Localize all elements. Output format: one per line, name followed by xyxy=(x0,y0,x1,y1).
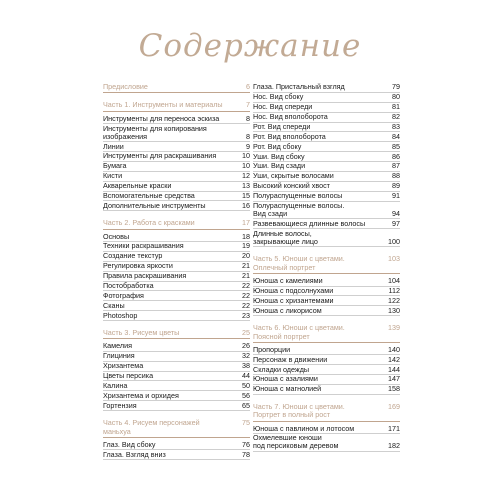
toc-right-column xyxy=(253,83,400,452)
entry-title: Рот. Вид сбоку xyxy=(253,141,302,151)
toc-entry xyxy=(103,282,250,292)
entry-title: Нос. Вид вполоборота xyxy=(253,112,328,122)
toc-entry xyxy=(253,296,400,306)
page-number: 171 xyxy=(388,423,400,433)
page-number: 86 xyxy=(392,151,400,161)
page-number: 112 xyxy=(388,285,400,295)
toc-entry xyxy=(103,381,250,391)
page-number: 94 xyxy=(392,208,400,218)
entry-title: Юноша с камелиями xyxy=(253,276,323,286)
toc-entry xyxy=(253,229,400,247)
entry-title: Глициния xyxy=(103,351,135,361)
entry-title: Складки одежды xyxy=(253,364,310,374)
toc-entry xyxy=(103,301,250,311)
toc-entry xyxy=(253,142,400,152)
section-title: Часть 6. Юноши с цветами. Поясной портрет xyxy=(253,323,345,341)
toc-entry xyxy=(253,355,400,365)
entry-title: Инструменты для копирования изображения xyxy=(103,123,207,141)
toc-entry xyxy=(253,123,400,133)
entry-title: Персонаж в движении xyxy=(253,354,328,364)
page-number: 17 xyxy=(242,218,250,228)
toc-entry xyxy=(103,372,250,382)
toc-entry xyxy=(103,162,250,172)
toc-section-heading xyxy=(253,403,400,422)
page-number: 85 xyxy=(392,141,400,151)
toc-section-heading xyxy=(103,83,250,93)
entry-title: Пропорции xyxy=(253,344,291,354)
entry-title: Хризантема xyxy=(103,361,144,371)
page-number: 89 xyxy=(392,181,400,191)
toc-entry xyxy=(253,306,400,316)
toc-entry xyxy=(103,311,250,321)
entry-title: Бумага xyxy=(103,161,127,171)
toc-entry xyxy=(253,219,400,229)
page-number: 15 xyxy=(242,190,250,200)
entry-title: Техники раскрашивания xyxy=(103,241,184,251)
page-number: 100 xyxy=(388,236,400,246)
toc-entry xyxy=(103,192,250,202)
entry-title: Полураспущенные волосы. Вид сзади xyxy=(253,200,345,218)
entry-title: Рот. Вид спереди xyxy=(253,121,311,131)
page-number: 8 xyxy=(246,131,250,141)
entry-title: Глаза. Пристальный взгляд xyxy=(253,82,345,92)
toc-section-heading xyxy=(103,219,250,229)
toc-entry xyxy=(103,450,250,460)
page-number: 88 xyxy=(392,171,400,181)
entry-title: Длинные волосы, закрывающие лицо xyxy=(253,228,318,246)
page-number: 104 xyxy=(388,276,400,286)
page-number: 122 xyxy=(388,295,400,305)
entry-title: Охмелевшие юноши под персиковым деревом xyxy=(253,433,339,451)
page-number: 169 xyxy=(388,401,400,411)
page-number: 56 xyxy=(242,390,250,400)
entry-title: Глаза. Взгляд вниз xyxy=(103,449,166,459)
page-number: 10 xyxy=(242,151,250,161)
page-number: 78 xyxy=(242,449,250,459)
page-number: 144 xyxy=(388,364,400,374)
page-number: 139 xyxy=(388,323,400,333)
page-number: 21 xyxy=(242,261,250,271)
entry-title: Уши, скрытые волосами xyxy=(253,171,334,181)
toc-section-heading xyxy=(253,255,400,274)
page-number: 84 xyxy=(392,131,400,141)
page-number: 20 xyxy=(242,251,250,261)
page-number: 87 xyxy=(392,161,400,171)
entry-title: Юноша с магнолией xyxy=(253,384,322,394)
entry-title: Цветы персика xyxy=(103,370,154,380)
entry-title: Photoshop xyxy=(103,310,138,320)
page-number: 80 xyxy=(392,92,400,102)
entry-title: Уши. Вид сбоку xyxy=(253,151,305,161)
toc-section-heading xyxy=(103,329,250,339)
section-title: Часть 2. Работа с красками xyxy=(103,218,195,228)
page-number: 182 xyxy=(388,441,400,451)
entry-title: Рот. Вид вполоборота xyxy=(253,131,326,141)
toc-left-column xyxy=(103,83,250,460)
entry-title: Гортензия xyxy=(103,400,137,410)
page-number: 23 xyxy=(242,310,250,320)
entry-title: Сканы xyxy=(103,300,125,310)
page-number: 97 xyxy=(392,218,400,228)
page-number: 6 xyxy=(246,82,250,91)
entry-title: Хризантема и орхидея xyxy=(103,390,179,400)
entry-title: Уши. Вид сзади xyxy=(253,161,306,171)
entry-title: Инструменты для раскрашивания xyxy=(103,151,217,161)
page-number: 10 xyxy=(242,161,250,171)
entry-title: Линии xyxy=(103,141,124,151)
page-number: 83 xyxy=(392,121,400,131)
page-number: 9 xyxy=(246,141,250,151)
entry-title: Юноша с подсолнухами xyxy=(253,285,334,295)
page-number: 50 xyxy=(242,380,250,390)
entry-title: Камелия xyxy=(103,341,132,351)
entry-title: Правила раскрашивания xyxy=(103,271,187,281)
page-number: 21 xyxy=(242,271,250,281)
page-number: 140 xyxy=(388,344,400,354)
section-title: Предисловие xyxy=(103,82,148,91)
entry-title: Развевающиеся длинные волосы xyxy=(253,218,366,228)
toc-entry xyxy=(253,287,400,297)
toc-section-heading xyxy=(103,101,250,111)
entry-title: Юноша с азалиями xyxy=(253,374,318,384)
page-number: 22 xyxy=(242,280,250,290)
entry-title: Фотография xyxy=(103,290,144,300)
entry-title: Глаз. Вид сбоку xyxy=(103,439,156,449)
entry-title: Постобработка xyxy=(103,280,154,290)
toc-section-heading xyxy=(103,419,250,438)
toc-entry xyxy=(103,401,250,411)
page-number: 79 xyxy=(392,82,400,92)
toc-entry xyxy=(253,385,400,395)
entry-title: Юноша с павлином и лотосом xyxy=(253,423,355,433)
page-number: 12 xyxy=(242,171,250,181)
toc-entry xyxy=(103,391,250,401)
entry-title: Дополнительные инструменты xyxy=(103,200,206,210)
page-number: 26 xyxy=(242,341,250,351)
page-number: 91 xyxy=(392,191,400,201)
toc-entry xyxy=(103,124,250,142)
entry-title: Создание текстур xyxy=(103,251,163,261)
entry-title: Нос. Вид сбоку xyxy=(253,92,304,102)
page-number: 44 xyxy=(242,370,250,380)
page-number: 158 xyxy=(388,384,400,394)
page-number: 81 xyxy=(392,102,400,112)
page-number: 16 xyxy=(242,200,250,210)
entry-title: Инструменты для переноса эскиза xyxy=(103,113,220,123)
section-title: Часть 3. Рисуем цветы xyxy=(103,328,180,338)
page-number: 75 xyxy=(242,418,250,428)
toc-entry xyxy=(103,440,250,450)
section-title: Часть 1. Инструменты и материалы xyxy=(103,100,223,110)
toc-entry xyxy=(103,201,250,211)
entry-title: Акварельные краски xyxy=(103,181,172,191)
entry-title: Высокий конский хвост xyxy=(253,181,330,191)
entry-title: Кисти xyxy=(103,171,123,181)
page-number: 82 xyxy=(392,112,400,122)
page-number: 19 xyxy=(242,241,250,251)
toc-entry xyxy=(103,291,250,301)
page-number: 65 xyxy=(242,400,250,410)
page-number: 103 xyxy=(388,254,400,264)
toc-entry xyxy=(253,434,400,452)
toc-entry xyxy=(253,132,400,142)
section-title: Часть 5. Юноши с цветами. Оплечный портрет xyxy=(253,254,345,272)
entry-title: Нос. Вид спереди xyxy=(253,102,313,112)
page-number: 7 xyxy=(246,100,250,110)
page-number: 13 xyxy=(242,181,250,191)
entry-title: Калина xyxy=(103,380,128,390)
page-number: 18 xyxy=(242,231,250,241)
page-number: 32 xyxy=(242,351,250,361)
page-number: 25 xyxy=(242,328,250,338)
page-number: 142 xyxy=(388,354,400,364)
section-title: Часть 7. Юноши с цветами. Портрет в полный рост xyxy=(253,401,345,420)
page-number: 38 xyxy=(242,361,250,371)
page-number: 130 xyxy=(388,305,400,315)
entry-title: Юноша с хризантемами xyxy=(253,295,334,305)
page-number: 8 xyxy=(246,113,250,123)
toc-section-heading xyxy=(253,324,400,343)
page-number: 76 xyxy=(242,439,250,449)
entry-title: Полураспущенные волосы xyxy=(253,191,343,201)
entry-title: Регулировка яркости xyxy=(103,261,173,271)
page-number: 22 xyxy=(242,300,250,310)
toc-entry xyxy=(253,202,400,220)
toc-entry xyxy=(103,114,250,124)
toc-entry xyxy=(253,345,400,355)
entry-title: Вспомогательные средства xyxy=(103,190,195,200)
page-title: Содержание xyxy=(138,28,362,64)
entry-title: Основы xyxy=(103,231,130,241)
entry-title: Юноша с ликорисом xyxy=(253,305,322,315)
page-number: 147 xyxy=(388,374,400,384)
section-title: Часть 4. Рисуем персонажей маньхуа xyxy=(103,418,200,436)
page-number: 22 xyxy=(242,290,250,300)
